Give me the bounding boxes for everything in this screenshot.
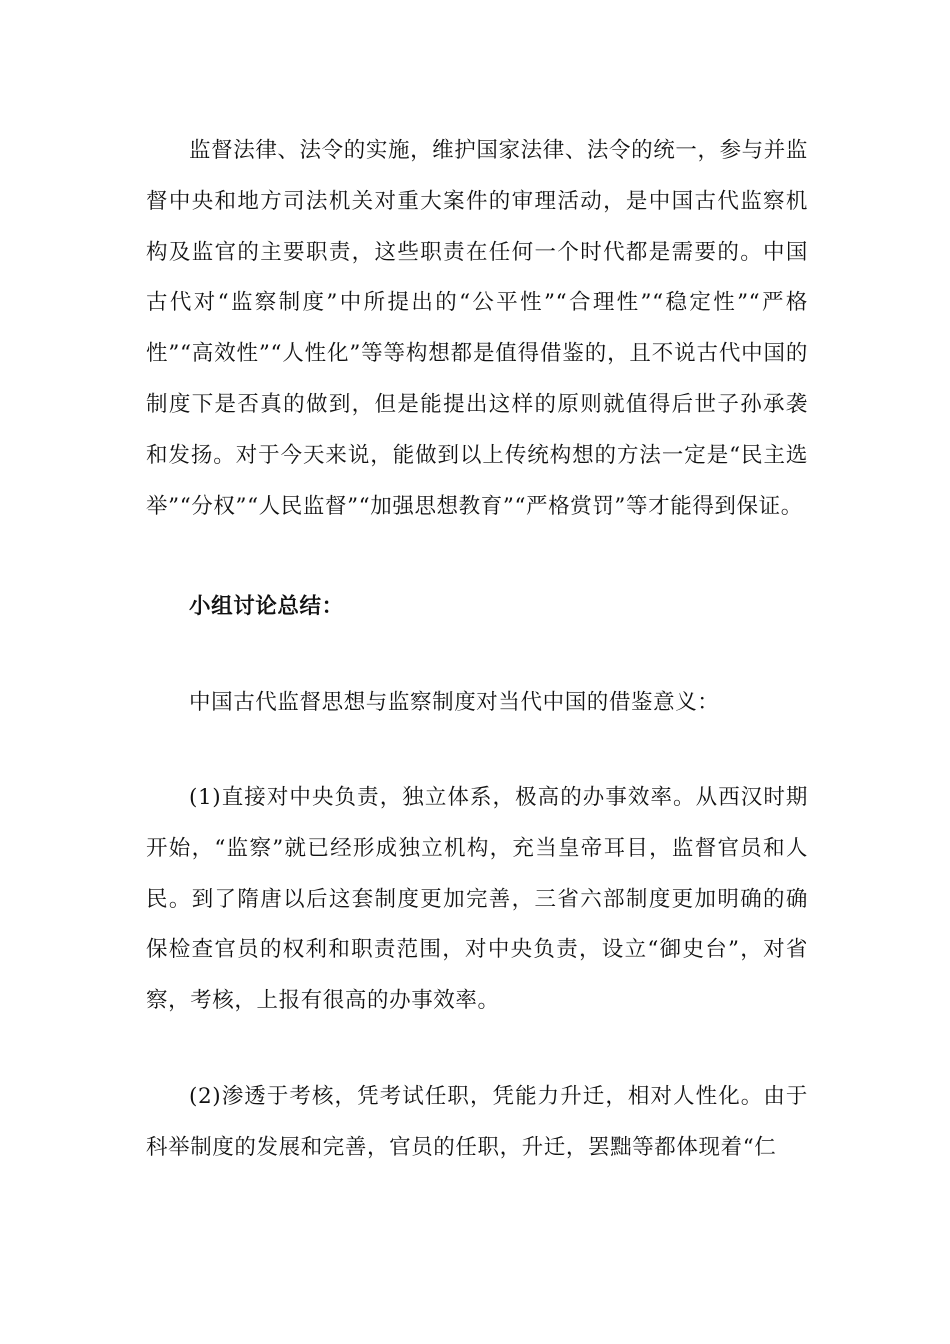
list-item-point-1: (1)直接对中央负责，独立体系，极高的办事效率。从西汉时期开始，“监察”就已经形成独立机构，充当皇帝耳目，监督官员和人民。到了隋唐以后这套制度更加完善，三省六部制度更加明确的确保检查官员的权利和职责范围，对中央负责，设立“御史台”，对省察，考核，上报有很高的办事效率。 (146, 784, 808, 1014)
list-item-point-2: (2)渗透于考核，凭考试任职，凭能力升迁，相对人性化。由于科举制度的发展和完善，官员的任职，升迁，罢黜等都体现着“仁 (146, 1083, 808, 1160)
spacer (146, 532, 808, 582)
section-heading-group-summary: 小组讨论总结： (189, 594, 344, 620)
spacer (146, 1027, 808, 1072)
spacer (146, 633, 808, 678)
document-page (146, 126, 808, 1174)
body-paragraph-supervision-duties: 监督法律、法令的实施，维护国家法律、法令的统一，参与并监督中央和地方司法机关对重大案件的审理活动，是中国古代监察机构及监官的主要职责，这些职责在任何一个时代都是需要的。中国古代对“监察制度”中所提出的“公平性”“合理性”“稳定性”“严格性”“高效性”“人性化”等等构想都是值得借鉴的，且不说古代中国的制度下是否真的做到，但是能提出这样的原则就值得后世子孙承袭和发扬。对于今天来说，能做到以上传统构想的方法一定是“民主选举”“分权”“人民监督”“加强思想教育”“严格赏罚”等才能得到保证。 (146, 138, 808, 519)
spacer (146, 729, 808, 773)
body-paragraph-significance-intro: 中国古代监督思想与监察制度对当代中国的借鉴意义： (189, 690, 720, 716)
